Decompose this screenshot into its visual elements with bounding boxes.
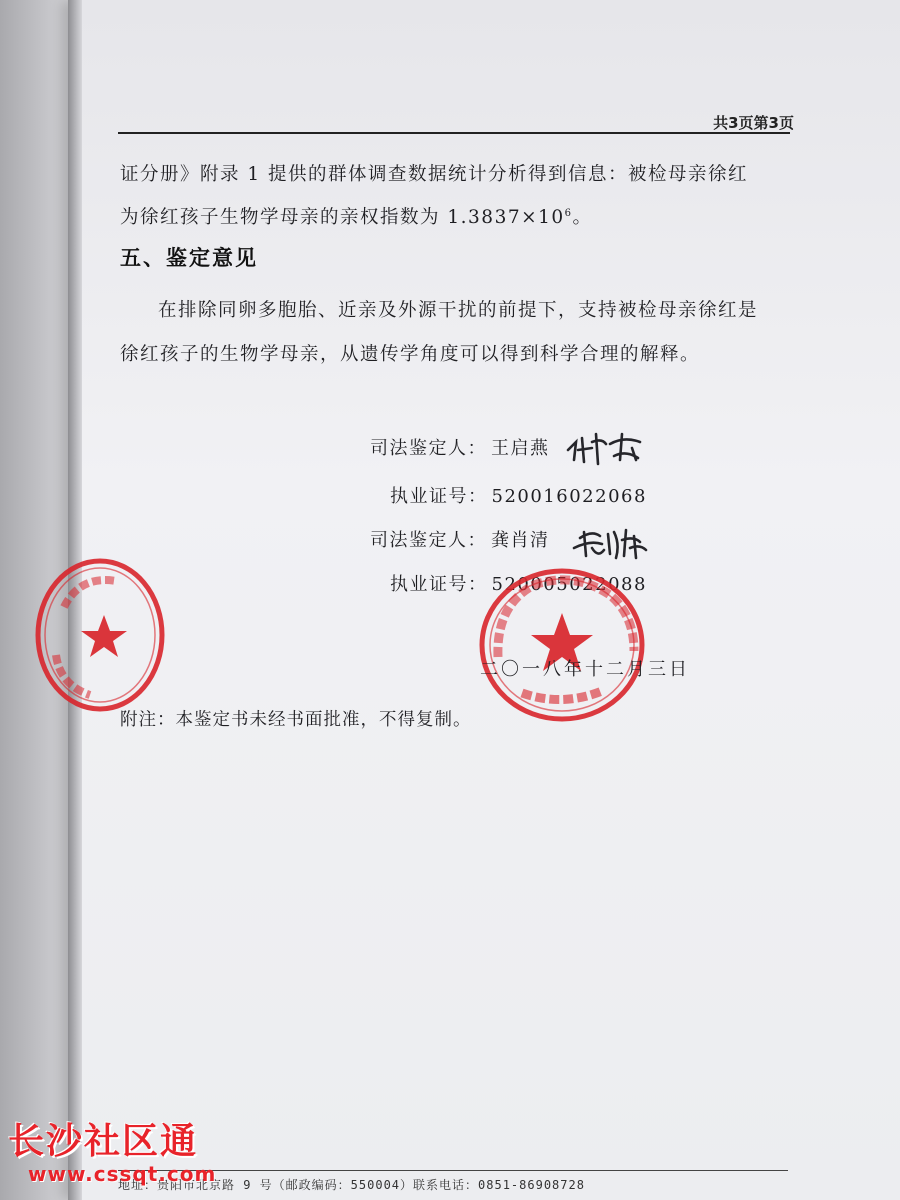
handwritten-signature-1 (562, 420, 672, 470)
license-label: 执业证号： (390, 486, 488, 507)
site-watermark (8, 1122, 216, 1186)
examiner-1-row (370, 434, 550, 460)
examiner-label: 司法鉴定人： (370, 530, 487, 551)
header-rule (118, 132, 790, 134)
license-number: 520005022088 (491, 574, 647, 595)
examiner-2-row (370, 526, 550, 552)
left-official-seal (20, 555, 168, 715)
document-date: 二〇一八年十二月三日 (480, 659, 690, 680)
license-label: 执业证号： (390, 574, 488, 595)
right-official-seal (474, 565, 652, 725)
opinion-line-2: 徐红孩子的生物学母亲，从遗传学角度可以得到科学合理的解释。 (120, 344, 701, 365)
page-count: 共3页第3页 (713, 114, 794, 132)
footnote: 附注：本鉴定书未经书面批准，不得复制。 (120, 710, 472, 730)
section-heading: 五、鉴定意见 (120, 246, 258, 270)
body-line-2 (120, 203, 593, 229)
body-line-1: 证分册》附录 1 提供的群体调查数据统计分析得到信息：被检母亲徐红 (120, 164, 749, 185)
handwritten-signature-2 (570, 514, 680, 564)
watermark-url: www.cssqt.com (28, 1162, 217, 1186)
exponent: 6 (564, 207, 573, 219)
examiner-label: 司法鉴定人： (370, 438, 487, 459)
footer-rule (118, 1170, 788, 1171)
examiner-name: 龚肖清 (491, 530, 550, 551)
opinion-line-1: 在排除同卵多胞胎、近亲及外源干扰的前提下，支持被检母亲徐红是 (158, 300, 759, 321)
examiner-name: 王启燕 (491, 438, 550, 459)
license-number: 520016022068 (491, 486, 647, 507)
footer-address: 地址：贵阳市北京路 9 号（邮政编码：550004）联系电话：0851-86908728 (118, 1178, 585, 1192)
watermark-title: 长沙社区通 (8, 1121, 199, 1162)
line-end: 。 (572, 207, 593, 228)
paternity-index-text: 为徐红孩子生物学母亲的亲权指数为 1.3837×10 (120, 207, 565, 228)
license-1-row (390, 482, 647, 508)
